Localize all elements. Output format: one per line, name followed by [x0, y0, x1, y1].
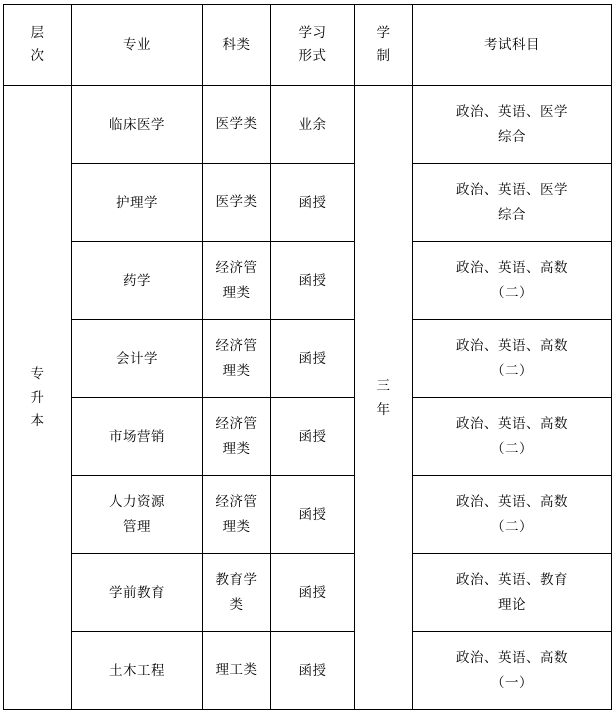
- form-label: 函授: [298, 350, 327, 366]
- years-char-2: 年: [376, 401, 391, 417]
- major-cell: [72, 86, 203, 164]
- category-cell: [203, 476, 271, 554]
- category-line1: 理工类: [215, 662, 258, 678]
- table-row: [4, 398, 612, 476]
- subjects-cell: [413, 86, 612, 164]
- subjects-line1: 政治、英语、高数: [456, 337, 568, 353]
- category-line1: 经济管: [215, 338, 258, 354]
- header-form-line1: 学习: [298, 25, 327, 41]
- years-cell: [355, 86, 413, 710]
- form-cell: [271, 398, 355, 476]
- subjects-cell: [413, 164, 612, 242]
- major-cell: [72, 554, 203, 632]
- major-cell: [72, 476, 203, 554]
- form-label: 函授: [298, 662, 327, 678]
- subjects-line1: 政治、英语、医学: [456, 181, 568, 197]
- form-label: 函授: [298, 506, 327, 522]
- table-row: [4, 86, 612, 164]
- level-cell: [4, 86, 72, 710]
- form-cell: [271, 632, 355, 710]
- major-cell: [72, 632, 203, 710]
- major-cell: [72, 320, 203, 398]
- subjects-line1: 政治、英语、高数: [456, 415, 568, 431]
- header-cell-level: [4, 5, 72, 86]
- major-label: 市场营销: [109, 428, 165, 444]
- major-label: 土木工程: [109, 662, 165, 678]
- form-label: 函授: [298, 584, 327, 600]
- category-line2: 理类: [222, 518, 251, 534]
- form-label: 函授: [298, 428, 327, 444]
- category-line2: 类: [229, 596, 244, 612]
- subjects-line2: （一）: [491, 674, 533, 690]
- major-cell: [72, 242, 203, 320]
- major-cell: [72, 164, 203, 242]
- enrollment-table: [3, 4, 612, 710]
- header-major-label: 专业: [123, 37, 151, 53]
- table-row: [4, 164, 612, 242]
- category-cell: [203, 398, 271, 476]
- header-cell-subjects: [413, 5, 612, 86]
- subjects-cell: [413, 554, 612, 632]
- level-char-1: 专: [30, 366, 45, 382]
- header-subjects-label: 考试科目: [484, 37, 540, 53]
- subjects-line2: 理论: [498, 596, 526, 612]
- header-years-line1: 学: [376, 25, 391, 41]
- category-cell: [203, 320, 271, 398]
- table-row: [4, 320, 612, 398]
- category-line1: 经济管: [215, 260, 258, 276]
- form-label: 函授: [298, 194, 327, 210]
- subjects-line1: 政治、英语、高数: [456, 649, 568, 665]
- form-cell: [271, 242, 355, 320]
- subjects-line1: 政治、英语、高数: [456, 493, 568, 509]
- form-cell: [271, 554, 355, 632]
- subjects-cell: [413, 242, 612, 320]
- level-char-3: 本: [30, 413, 45, 429]
- header-cell-years: [355, 5, 413, 86]
- form-cell: [271, 86, 355, 164]
- header-cell-major: [72, 5, 203, 86]
- form-cell: [271, 164, 355, 242]
- header-form-line2: 形式: [298, 48, 327, 63]
- subjects-cell: [413, 320, 612, 398]
- category-cell: [203, 164, 271, 242]
- major-label: 药学: [123, 272, 151, 288]
- form-cell: [271, 476, 355, 554]
- category-line1: 教育学: [215, 572, 258, 588]
- header-years-line2: 制: [376, 48, 391, 63]
- table-row: [4, 554, 612, 632]
- subjects-line2: （二）: [491, 362, 533, 378]
- header-category-label: 科类: [222, 37, 251, 53]
- category-cell: [203, 554, 271, 632]
- header-cell-form: [271, 5, 355, 86]
- major-label: 会计学: [116, 350, 158, 366]
- table-row: [4, 476, 612, 554]
- subjects-line1: 政治、英语、医学: [456, 103, 568, 119]
- header-cell-category: [203, 5, 271, 86]
- category-line1: 经济管: [215, 416, 258, 432]
- subjects-line2: （二）: [491, 284, 533, 300]
- table-row: [4, 632, 612, 710]
- category-line1: 经济管: [215, 494, 258, 510]
- form-label: 函授: [298, 272, 327, 288]
- subjects-line2: （二）: [491, 518, 533, 534]
- header-level-line2: 次: [30, 48, 45, 63]
- subjects-cell: [413, 632, 612, 710]
- category-line2: 理类: [222, 440, 251, 456]
- subjects-line1: 政治、英语、高数: [456, 259, 568, 275]
- major-line1: 人力资源: [109, 494, 165, 510]
- category-cell: [203, 242, 271, 320]
- form-cell: [271, 320, 355, 398]
- header-level-line1: 层: [30, 25, 45, 41]
- subjects-line2: （二）: [491, 440, 533, 456]
- category-line2: 理类: [222, 362, 251, 378]
- document-page: [0, 4, 616, 690]
- major-label: 护理学: [116, 194, 158, 210]
- subjects-cell: [413, 476, 612, 554]
- years-char-1: 三: [376, 377, 391, 393]
- level-char-2: 升: [30, 389, 45, 405]
- table-header-row: [4, 5, 612, 86]
- category-line2: 理类: [222, 284, 251, 300]
- subjects-line2: 综合: [498, 206, 526, 222]
- category-line1: 医学类: [215, 194, 258, 210]
- major-label: 临床医学: [109, 116, 165, 132]
- subjects-line1: 政治、英语、教育: [456, 571, 568, 587]
- subjects-line2: 综合: [498, 128, 526, 144]
- major-cell: [72, 398, 203, 476]
- table-row: [4, 242, 612, 320]
- category-cell: [203, 86, 271, 164]
- category-line1: 医学类: [215, 116, 258, 132]
- major-label: 学前教育: [109, 584, 165, 600]
- form-label: 业余: [298, 116, 327, 132]
- subjects-cell: [413, 398, 612, 476]
- category-cell: [203, 632, 271, 710]
- major-line2: 管理: [123, 518, 151, 534]
